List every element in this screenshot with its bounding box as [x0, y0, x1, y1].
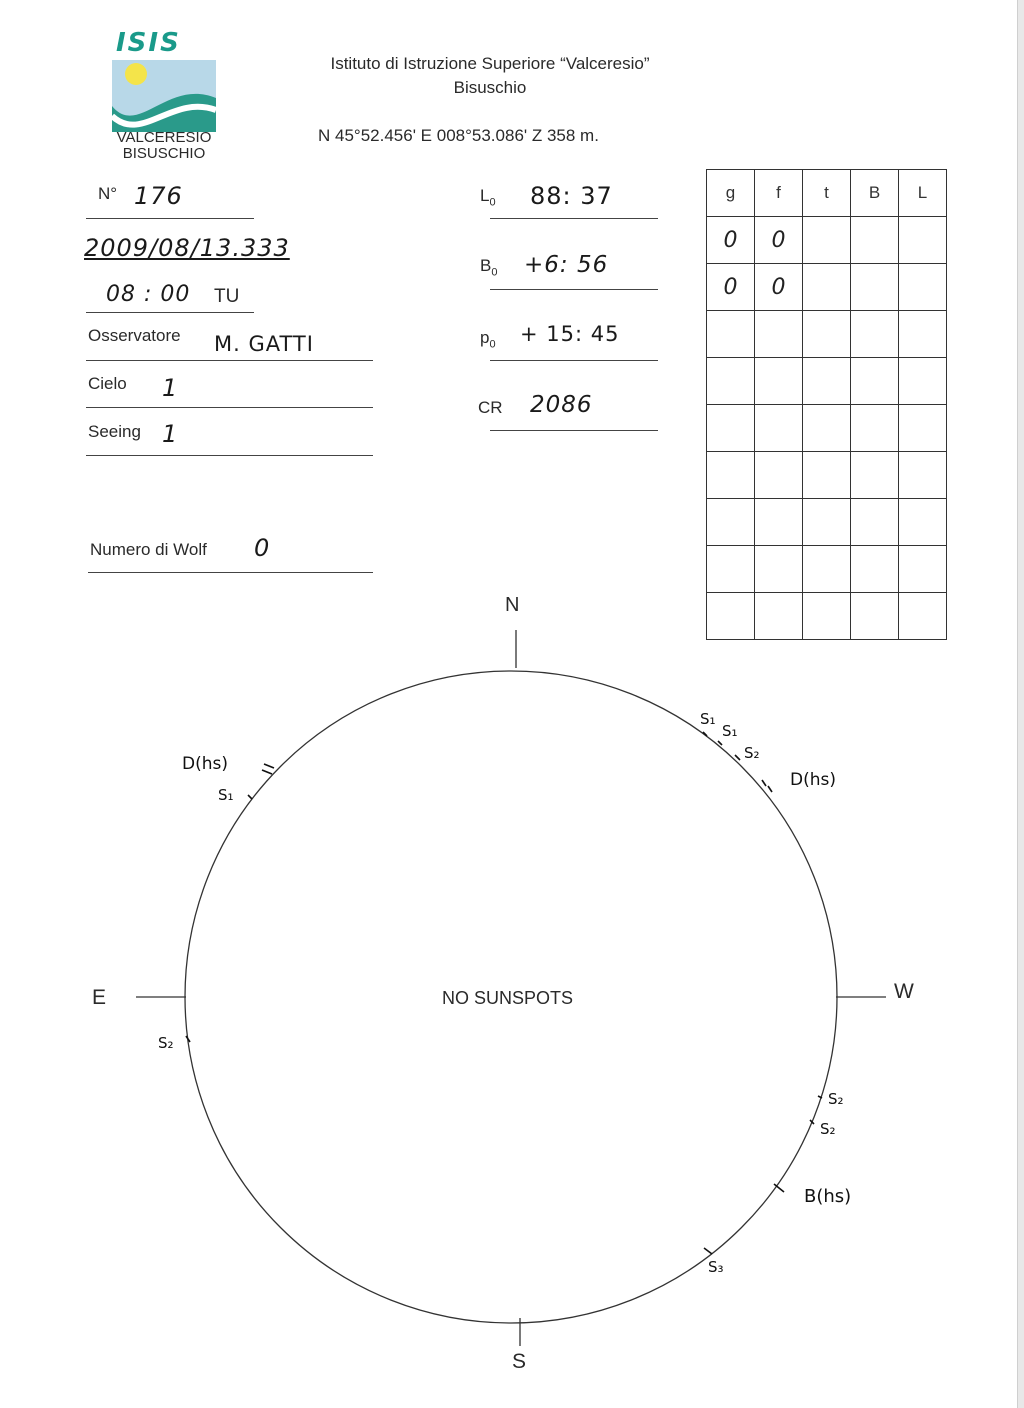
west-label: W: [894, 980, 914, 1003]
south-label: S: [512, 1350, 527, 1373]
annotation-s1: S₁: [700, 710, 716, 728]
record-date: 2009/08/13.333: [84, 234, 290, 262]
annotation-s2: S₂: [820, 1120, 836, 1138]
cr-value: 2086: [530, 392, 593, 418]
observer-value: M. GATTI: [214, 332, 314, 356]
l0-value: 88: 37: [530, 182, 613, 210]
record-number-label: N°: [98, 184, 118, 203]
annotation-s2: S₂: [828, 1090, 844, 1108]
l0-label: $L_0$: [480, 186, 496, 209]
record-time: 08 : 00: [106, 282, 191, 307]
table-cell: 0: [755, 217, 803, 264]
cr-label: CR: [478, 398, 503, 417]
p0-label: $p_0$: [480, 328, 496, 351]
annotation-d-hs: D(hs): [790, 770, 836, 790]
annotation-s1: S₁: [218, 786, 234, 804]
annotation-b-hs: B(hs): [804, 1186, 852, 1207]
annotation-s2: S₂: [744, 744, 760, 762]
no-sunspots-note: NO SUNSPOTS: [442, 988, 574, 1008]
annotation-d-hs: D(hs): [182, 754, 228, 774]
annotation-s2: S₂: [158, 1034, 174, 1052]
observatory-coordinates: N 45°52.456' E 008°53.086' Z 358 m.: [318, 126, 599, 145]
record-number: 176: [134, 182, 183, 210]
annotation-s3: S₃: [708, 1258, 724, 1276]
table-cell: 0: [707, 217, 755, 264]
seeing-label: Seeing: [88, 422, 141, 441]
institute-name: Istituto di Istruzione Superiore “Valceresio”: [330, 54, 650, 73]
wolf-value: 0: [254, 534, 271, 562]
logo-brand: ISIS: [116, 28, 181, 58]
table-header-t: t: [803, 170, 851, 217]
east-label: E: [92, 986, 107, 1009]
annotation-s1: S₁: [722, 722, 738, 740]
north-label: N: [505, 594, 520, 616]
record-time-unit: TU: [214, 286, 240, 307]
sky-label: Cielo: [88, 374, 127, 393]
table-cell: 0: [707, 264, 755, 311]
seeing-value: 1: [162, 420, 179, 448]
logo-caption-2: BISUSCHIO: [122, 145, 206, 162]
institute-town: Bisuschio: [453, 78, 527, 97]
p0-value: + 15: 45: [520, 322, 620, 346]
table-cell: 0: [755, 264, 803, 311]
b0-value: +6: 56: [524, 252, 609, 278]
wolf-label: Numero di Wolf: [90, 540, 207, 559]
sky-value: 1: [162, 374, 179, 402]
table-header-g: g: [707, 170, 755, 217]
table-header-b: B: [851, 170, 899, 217]
table-header-f: f: [755, 170, 803, 217]
b0-label: $B_0$: [480, 256, 498, 279]
table-header-l: L: [899, 170, 947, 217]
logo-caption-1: VALCERESIO: [116, 129, 212, 146]
observer-label: Osservatore: [88, 326, 181, 345]
